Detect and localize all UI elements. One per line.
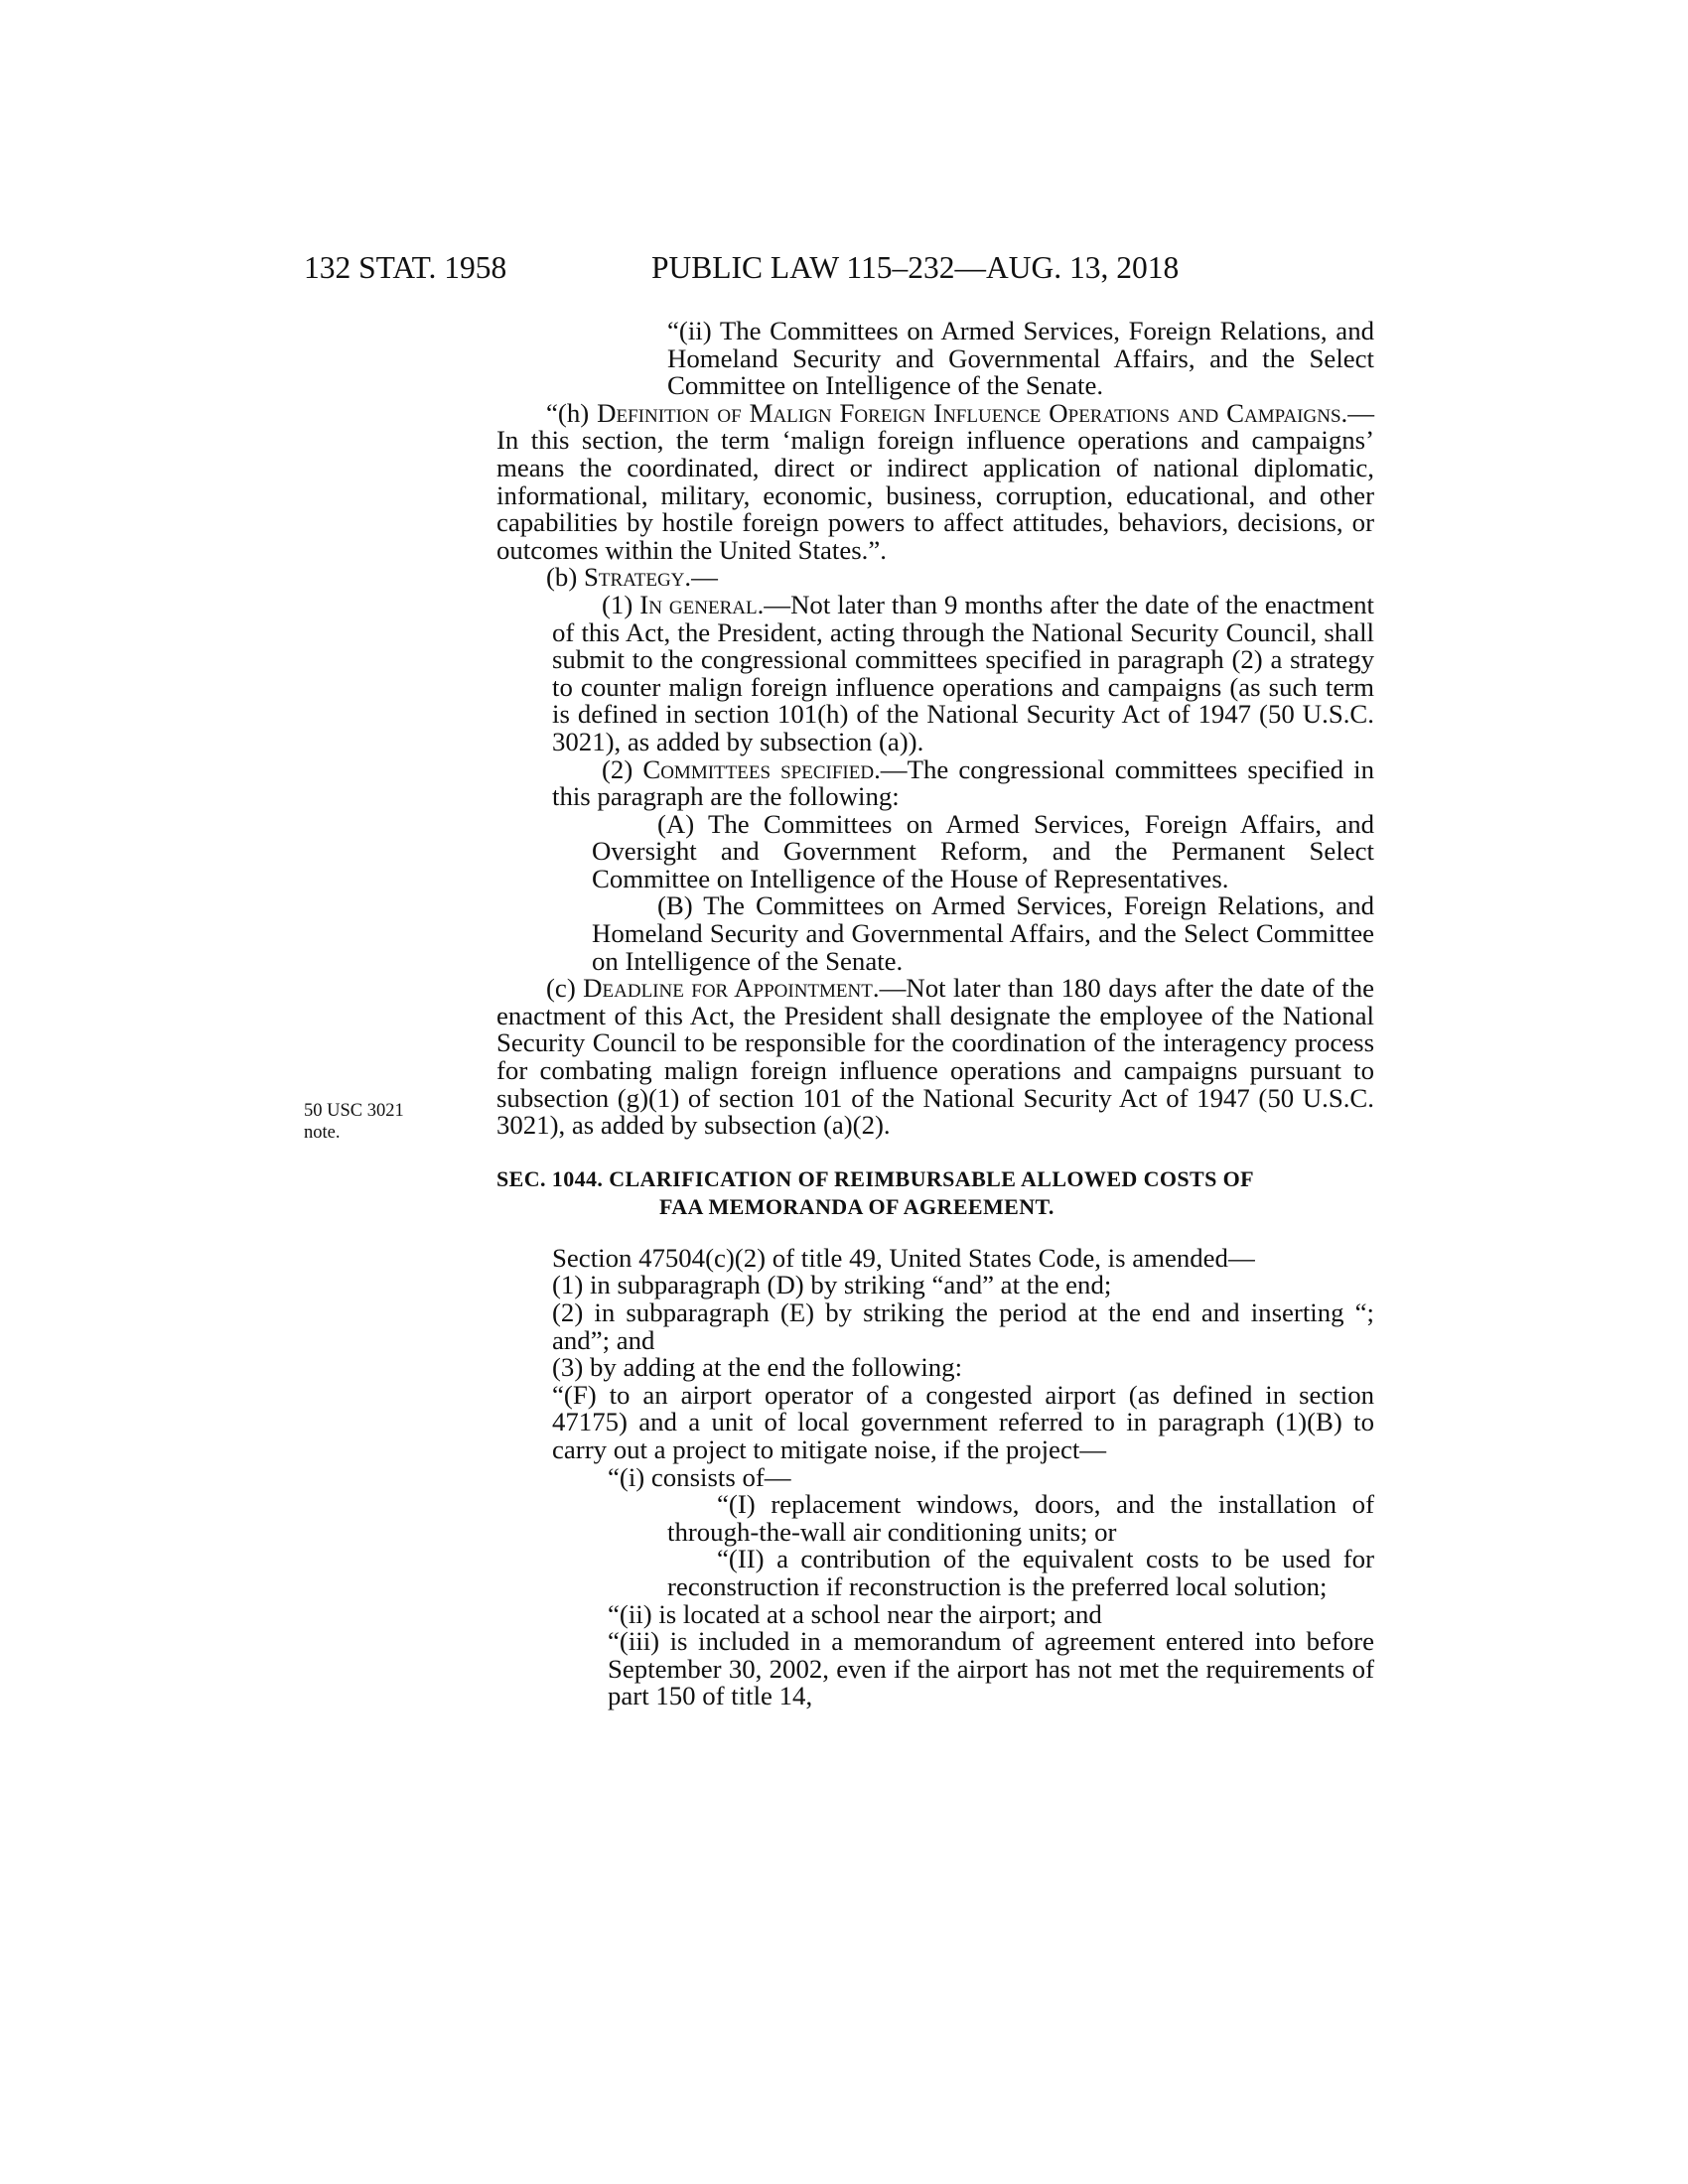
subsection-b-heading: Strategy. bbox=[583, 562, 692, 593]
paragraph-2-lead: (2) bbox=[602, 753, 643, 784]
paragraph-2-body: —The congressional committees specified in this paragraph are the following: bbox=[552, 753, 1374, 812]
section-heading-line-1: SEC. 1044. CLARIFICATION OF REIMBURSABLE ALLOWED COSTS OF bbox=[496, 1165, 1254, 1191]
subsection-b-lead: (b) bbox=[546, 562, 584, 593]
amendment-item-2-text: (2) in subparagraph (E) by striking the period at the end and inserting “; and”; and bbox=[552, 1297, 1374, 1355]
subsection-h-heading: Definition of Malign Foreign Influence Operations and Campaigns. bbox=[597, 397, 1348, 428]
subclause-II-contribution: “(II) a contribution of the equivalent costs to be used for reconstruction if reconstruction is the preferred local solution; bbox=[667, 1544, 1374, 1601]
section-amendment-intro: Section 47504(c)(2) of title 49, United States Code, is amended— bbox=[552, 1242, 1255, 1273]
subsection-h-body: —In this section, the term ‘malign foreign influence operations and campaigns’ means the coordinated, direct or indirect application of national diplomatic, informational, military, economic, business, corruption, educational, and other capabilities by hostile foreign powers to affect attitudes, behaviors, decisions, or outcomes within the United States.”. bbox=[496, 397, 1375, 565]
paragraph-1-heading: In general. bbox=[639, 589, 765, 619]
page-header bbox=[304, 250, 1386, 290]
subsection-c-deadline bbox=[496, 975, 1374, 1140]
subsection-h-lead: “(h) bbox=[546, 397, 598, 428]
paragraph-2-heading: Committees specified. bbox=[642, 753, 881, 784]
subsection-c-heading: Deadline for Appointment. bbox=[583, 973, 880, 1004]
statute-body bbox=[496, 318, 1374, 1710]
clause-i-consists: “(i) consists of— bbox=[608, 1461, 791, 1492]
subsection-c-lead: (c) bbox=[546, 973, 584, 1004]
public-law-title: PUBLIC LAW 115–232—AUG. 13, 2018 bbox=[651, 250, 1180, 285]
margin-note-citation: 50 USC 3021 bbox=[304, 1101, 404, 1121]
amendment-item-3: (3) by adding at the end the following: bbox=[552, 1352, 963, 1383]
subparagraph-a-house-committees: (A) The Committees on Armed Services, Foreign Affairs, and Oversight and Government Reform, and the Permanent Select Committee on Intelligence of the House of Representatives. bbox=[592, 808, 1374, 893]
section-heading-line-2: FAA MEMORANDA OF AGREEMENT. bbox=[659, 1193, 1055, 1219]
margin-note-label: note. bbox=[304, 1123, 341, 1143]
subsection-b-strategy bbox=[496, 564, 1374, 592]
subparagraph-b-senate-committees: (B) The Committees on Armed Services, Foreign Relations, and Homeland Security and Governmental Affairs, and the Select Committee on Intelligence of the Senate. bbox=[592, 890, 1374, 976]
stat-page-citation: 132 STAT. 1958 bbox=[304, 250, 507, 285]
clause-iii-memorandum: “(iii) is included in a memorandum of agreement entered into before September 30, 2002, even if the airport has not met the requirements of part 150 of title 14, bbox=[608, 1626, 1374, 1711]
paragraph-2-committees-specified bbox=[552, 753, 1374, 812]
amendment-item-2 bbox=[552, 1299, 1374, 1354]
subsection-h-definition bbox=[496, 397, 1375, 565]
paragraph-ii-senate-committees: “(ii) The Committees on Armed Services, Foreign Relations, and Homeland Security and Governmental Affairs, and the Select Committee on Intelligence of the Senate. bbox=[667, 316, 1374, 401]
paragraph-1-body: —Not later than 9 months after the date of the enactment of this Act, the President, acting through the National Security Council, shall submit to the congressional committees specified in paragraph (2) a strategy to counter malign foreign influence operations and campaigns (as such term is defined in section 101(h) of the National Security Act of 1947 (50 U.S.C. 3021), as added by subsection (a)). bbox=[552, 589, 1374, 756]
subclause-I-windows: “(I) replacement windows, doors, and the installation of through-the-wall air conditioning units; or bbox=[667, 1489, 1374, 1547]
clause-ii-school: “(ii) is located at a school near the airport; and bbox=[608, 1598, 1102, 1629]
paragraph-1-in-general bbox=[552, 589, 1374, 756]
amendment-item-1: (1) in subparagraph (D) by striking “and” at the end; bbox=[552, 1270, 1112, 1300]
margin-note bbox=[304, 1100, 413, 1144]
subsection-c-body: —Not later than 180 days after the date of the enactment of this Act, the President shall designate the employee of the National Security Council to be responsible for the coordination of the interagency process for combating malign foreign influence operations and campaigns pursuant to subsection (g)(1) of section 101 of the National Security Act of 1947 (50 U.S.C. 3021), as added by subsection (a)(2). bbox=[496, 973, 1374, 1141]
subparagraph-f-text: “(F) to an airport operator of a congested airport (as defined in section 47175) and a unit of local government referred to in paragraph (1)(B) to carry out a project to mitigate noise, if the project— bbox=[552, 1379, 1374, 1464]
section-1044-heading bbox=[496, 1165, 1374, 1221]
subsection-b-body: — bbox=[691, 562, 718, 593]
paragraph-1-lead: (1) bbox=[602, 589, 640, 619]
